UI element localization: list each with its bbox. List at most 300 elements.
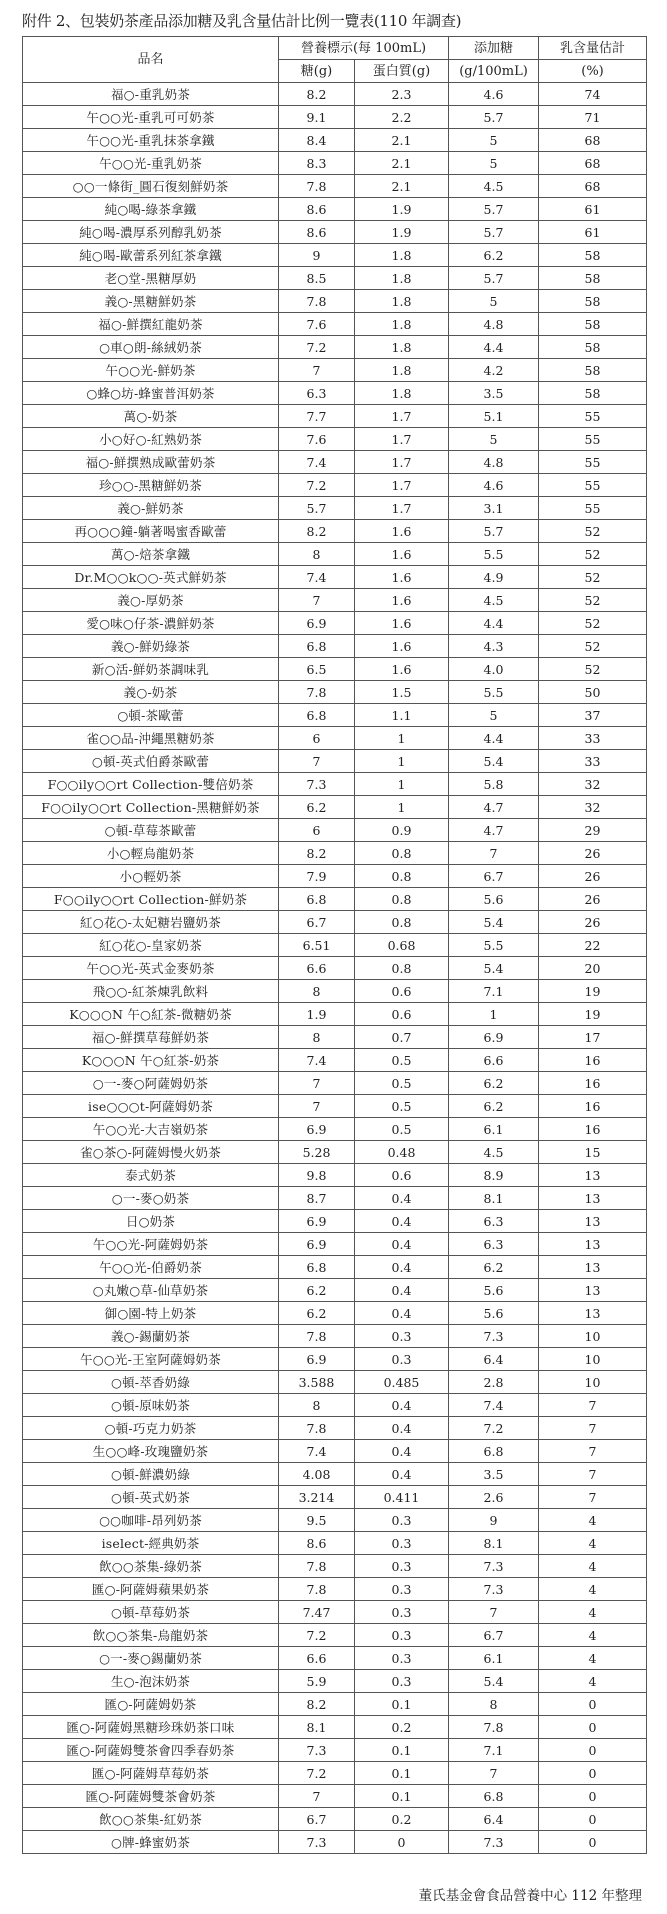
table-row <box>23 842 647 865</box>
product-name-cell: ○頓-草莓奶茶 <box>23 1601 279 1624</box>
product-name-cell: ○牌-蜂蜜奶茶 <box>23 1831 279 1854</box>
added-sugar-cell: 5.7 <box>449 520 539 543</box>
sugar-cell: 6.9 <box>279 612 355 635</box>
milk-content-cell: 19 <box>539 1003 647 1026</box>
product-name-cell: ○頓-英式奶茶 <box>23 1486 279 1509</box>
added-sugar-cell: 4.6 <box>449 83 539 106</box>
table-row <box>23 980 647 1003</box>
product-name-cell: 午○○光-阿薩姆奶茶 <box>23 1233 279 1256</box>
protein-cell: 0.4 <box>355 1394 449 1417</box>
milk-content-cell: 32 <box>539 773 647 796</box>
sugar-cell: 7 <box>279 1095 355 1118</box>
milk-content-cell: 7 <box>539 1463 647 1486</box>
milk-content-cell: 13 <box>539 1187 647 1210</box>
added-sugar-cell: 5 <box>449 129 539 152</box>
milk-content-cell: 26 <box>539 865 647 888</box>
protein-cell: 1.6 <box>355 589 449 612</box>
sugar-cell: 8.2 <box>279 520 355 543</box>
protein-cell: 0.3 <box>355 1624 449 1647</box>
added-sugar-cell: 5 <box>449 428 539 451</box>
milk-content-cell: 0 <box>539 1831 647 1854</box>
added-sugar-cell: 5.1 <box>449 405 539 428</box>
product-name-cell: 日○奶茶 <box>23 1210 279 1233</box>
sugar-cell: 8 <box>279 543 355 566</box>
sugar-cell: 9.1 <box>279 106 355 129</box>
milk-content-cell: 4 <box>539 1647 647 1670</box>
added-sugar-cell: 7.3 <box>449 1555 539 1578</box>
sugar-cell: 7.4 <box>279 1049 355 1072</box>
milk-content-cell: 68 <box>539 129 647 152</box>
added-sugar-cell: 4.7 <box>449 796 539 819</box>
protein-cell: 1.9 <box>355 198 449 221</box>
added-sugar-cell: 6.7 <box>449 865 539 888</box>
sugar-cell: 7.8 <box>279 290 355 313</box>
milk-content-cell: 71 <box>539 106 647 129</box>
sugar-cell: 6.6 <box>279 957 355 980</box>
table-row <box>23 589 647 612</box>
added-sugar-cell: 6.8 <box>449 1785 539 1808</box>
protein-cell: 0.4 <box>355 1256 449 1279</box>
product-name-cell: 小○輕奶茶 <box>23 865 279 888</box>
milk-content-cell: 13 <box>539 1256 647 1279</box>
milk-content-cell: 13 <box>539 1233 647 1256</box>
milk-content-cell: 16 <box>539 1072 647 1095</box>
sugar-cell: 7.6 <box>279 313 355 336</box>
sugar-cell: 8.2 <box>279 1693 355 1716</box>
protein-cell: 1.6 <box>355 635 449 658</box>
protein-cell: 0.4 <box>355 1210 449 1233</box>
added-sugar-cell: 7.2 <box>449 1417 539 1440</box>
sugar-cell: 6.2 <box>279 1279 355 1302</box>
table-row <box>23 888 647 911</box>
protein-cell: 1 <box>355 773 449 796</box>
sugar-cell: 7.7 <box>279 405 355 428</box>
milk-content-cell: 58 <box>539 382 647 405</box>
milk-content-cell: 33 <box>539 750 647 773</box>
table-row <box>23 336 647 359</box>
milk-content-cell: 58 <box>539 244 647 267</box>
table-row <box>23 957 647 980</box>
sugar-cell: 7.8 <box>279 1417 355 1440</box>
sugar-cell: 8.6 <box>279 221 355 244</box>
product-name-cell: F○○ily○○rt Collection-鮮奶茶 <box>23 888 279 911</box>
protein-cell: 1.7 <box>355 474 449 497</box>
table-row <box>23 267 647 290</box>
table-row <box>23 1394 647 1417</box>
sugar-cell: 7 <box>279 1785 355 1808</box>
sugar-cell: 8.6 <box>279 1532 355 1555</box>
protein-cell: 0.3 <box>355 1647 449 1670</box>
table-row <box>23 1509 647 1532</box>
source-note: 董氏基金會食品營養中心 112 年整理 <box>418 1888 642 1904</box>
table-row <box>23 1532 647 1555</box>
sugar-cell: 7.2 <box>279 474 355 497</box>
protein-cell: 0.4 <box>355 1187 449 1210</box>
header-sugar: 糖(g) <box>279 60 355 83</box>
product-name-cell: 萬○-奶茶 <box>23 405 279 428</box>
added-sugar-cell: 3.5 <box>449 1463 539 1486</box>
table-row <box>23 1118 647 1141</box>
milk-content-cell: 16 <box>539 1118 647 1141</box>
added-sugar-cell: 1 <box>449 1003 539 1026</box>
milk-content-cell: 4 <box>539 1509 647 1532</box>
protein-cell: 0.5 <box>355 1049 449 1072</box>
protein-cell: 0.3 <box>355 1348 449 1371</box>
milk-content-cell: 20 <box>539 957 647 980</box>
product-name-cell: 義○-黑糖鮮奶茶 <box>23 290 279 313</box>
added-sugar-cell: 6.2 <box>449 1072 539 1095</box>
protein-cell: 0 <box>355 1831 449 1854</box>
protein-cell: 1.7 <box>355 428 449 451</box>
product-name-cell: 福○-重乳奶茶 <box>23 83 279 106</box>
product-name-cell: 午○○光-重乳奶茶 <box>23 152 279 175</box>
table-row <box>23 290 647 313</box>
product-name-cell: ○頓-鮮濃奶綠 <box>23 1463 279 1486</box>
product-name-cell: 愛○味○仔茶-濃鮮奶茶 <box>23 612 279 635</box>
product-name-cell: ○○一條街_圓石復刻鮮奶茶 <box>23 175 279 198</box>
header-protein: 蛋白質(g) <box>355 60 449 83</box>
added-sugar-cell: 7.1 <box>449 980 539 1003</box>
added-sugar-cell: 4.0 <box>449 658 539 681</box>
product-name-cell: 純○喝-濃厚系列醇乳奶茶 <box>23 221 279 244</box>
added-sugar-cell: 8 <box>449 1693 539 1716</box>
product-name-cell: 泰式奶茶 <box>23 1164 279 1187</box>
protein-cell: 0.4 <box>355 1463 449 1486</box>
product-name-cell: ise○○○t-阿薩姆奶茶 <box>23 1095 279 1118</box>
sugar-cell: 7.8 <box>279 175 355 198</box>
protein-cell: 1.8 <box>355 382 449 405</box>
milk-content-cell: 0 <box>539 1785 647 1808</box>
sugar-cell: 6.8 <box>279 888 355 911</box>
sugar-cell: 7.4 <box>279 451 355 474</box>
product-name-cell: 午○○光-伯爵奶茶 <box>23 1256 279 1279</box>
added-sugar-cell: 4.6 <box>449 474 539 497</box>
milk-content-cell: 10 <box>539 1371 647 1394</box>
milk-content-cell: 26 <box>539 911 647 934</box>
table-row <box>23 106 647 129</box>
sugar-cell: 7.8 <box>279 1578 355 1601</box>
milk-content-cell: 52 <box>539 635 647 658</box>
product-name-cell: 匯○-阿薩姆蘋果奶茶 <box>23 1578 279 1601</box>
added-sugar-cell: 4.7 <box>449 819 539 842</box>
milk-content-cell: 7 <box>539 1486 647 1509</box>
header-added-sugar: 添加糖 <box>449 37 539 60</box>
product-name-cell: ○車○朗-絲絨奶茶 <box>23 336 279 359</box>
protein-cell: 1 <box>355 796 449 819</box>
table-row <box>23 175 647 198</box>
protein-cell: 1.8 <box>355 267 449 290</box>
sugar-cell: 8 <box>279 1394 355 1417</box>
sugar-cell: 6 <box>279 727 355 750</box>
protein-cell: 0.411 <box>355 1486 449 1509</box>
table-row <box>23 819 647 842</box>
sugar-cell: 6.2 <box>279 1302 355 1325</box>
table-row <box>23 1049 647 1072</box>
milk-content-cell: 37 <box>539 704 647 727</box>
header-milk-content: 乳含量估計 <box>539 37 647 60</box>
product-name-cell: 匯○-阿薩姆雙茶會四季春奶茶 <box>23 1739 279 1762</box>
product-name-cell: 小○好○-紅熟奶茶 <box>23 428 279 451</box>
sugar-cell: 6.8 <box>279 1256 355 1279</box>
product-name-cell: 午○○光-王室阿薩姆奶茶 <box>23 1348 279 1371</box>
table-row <box>23 405 647 428</box>
milk-content-cell: 13 <box>539 1279 647 1302</box>
milk-content-cell: 29 <box>539 819 647 842</box>
protein-cell: 1.6 <box>355 566 449 589</box>
milk-content-cell: 17 <box>539 1026 647 1049</box>
sugar-cell: 8.6 <box>279 198 355 221</box>
product-name-cell: 午○○光-大吉嶺奶茶 <box>23 1118 279 1141</box>
added-sugar-cell: 5.5 <box>449 543 539 566</box>
sugar-cell: 6.9 <box>279 1118 355 1141</box>
added-sugar-cell: 5 <box>449 152 539 175</box>
added-sugar-cell: 7 <box>449 842 539 865</box>
product-name-cell: ○頓-草莓茶歐蕾 <box>23 819 279 842</box>
added-sugar-cell: 5 <box>449 290 539 313</box>
milk-content-cell: 13 <box>539 1210 647 1233</box>
milk-content-cell: 13 <box>539 1164 647 1187</box>
product-name-cell: 義○-鮮奶茶 <box>23 497 279 520</box>
protein-cell: 1.6 <box>355 612 449 635</box>
table-row <box>23 497 647 520</box>
protein-cell: 0.4 <box>355 1417 449 1440</box>
added-sugar-cell: 5.4 <box>449 750 539 773</box>
table-row <box>23 1026 647 1049</box>
protein-cell: 0.8 <box>355 842 449 865</box>
added-sugar-cell: 8.1 <box>449 1187 539 1210</box>
added-sugar-cell: 5.7 <box>449 267 539 290</box>
added-sugar-cell: 6.1 <box>449 1647 539 1670</box>
protein-cell: 2.1 <box>355 175 449 198</box>
protein-cell: 0.6 <box>355 1003 449 1026</box>
sugar-cell: 7.3 <box>279 1739 355 1762</box>
sugar-cell: 7.8 <box>279 681 355 704</box>
added-sugar-cell: 2.8 <box>449 1371 539 1394</box>
protein-cell: 0.3 <box>355 1532 449 1555</box>
milk-content-cell: 0 <box>539 1808 647 1831</box>
milk-content-cell: 61 <box>539 221 647 244</box>
milk-content-cell: 55 <box>539 474 647 497</box>
protein-cell: 0.8 <box>355 888 449 911</box>
table-row <box>23 704 647 727</box>
table-row <box>23 474 647 497</box>
product-name-cell: 純○喝-綠茶拿鐵 <box>23 198 279 221</box>
sugar-cell: 5.9 <box>279 1670 355 1693</box>
added-sugar-cell: 6.4 <box>449 1348 539 1371</box>
sugar-cell: 7.4 <box>279 566 355 589</box>
sugar-cell: 7.4 <box>279 1440 355 1463</box>
sugar-cell: 6.5 <box>279 658 355 681</box>
sugar-cell: 8.5 <box>279 267 355 290</box>
table-row <box>23 129 647 152</box>
added-sugar-cell: 7.3 <box>449 1831 539 1854</box>
product-name-cell: 午○○光-重乳抹茶拿鐵 <box>23 129 279 152</box>
protein-cell: 0.3 <box>355 1670 449 1693</box>
sugar-cell: 9.5 <box>279 1509 355 1532</box>
product-name-cell: 飲○○茶集-綠奶茶 <box>23 1555 279 1578</box>
added-sugar-cell: 4.5 <box>449 1141 539 1164</box>
product-name-cell: ○頓-茶歐蕾 <box>23 704 279 727</box>
table-row <box>23 83 647 106</box>
product-name-cell: 匯○-阿薩姆草莓奶茶 <box>23 1762 279 1785</box>
sugar-cell: 8.1 <box>279 1716 355 1739</box>
table-row <box>23 1463 647 1486</box>
sugar-cell: 6.9 <box>279 1348 355 1371</box>
added-sugar-cell: 8.9 <box>449 1164 539 1187</box>
added-sugar-cell: 7 <box>449 1762 539 1785</box>
protein-cell: 0.48 <box>355 1141 449 1164</box>
milk-content-cell: 7 <box>539 1440 647 1463</box>
added-sugar-cell: 6.6 <box>449 1049 539 1072</box>
product-name-cell: 飛○○-紅茶煉乳飲料 <box>23 980 279 1003</box>
milk-content-cell: 52 <box>539 658 647 681</box>
table-row <box>23 1164 647 1187</box>
protein-cell: 0.1 <box>355 1739 449 1762</box>
milk-content-cell: 68 <box>539 152 647 175</box>
added-sugar-cell: 4.5 <box>449 175 539 198</box>
protein-cell: 0.5 <box>355 1118 449 1141</box>
milk-content-cell: 68 <box>539 175 647 198</box>
sugar-cell: 7 <box>279 1072 355 1095</box>
sugar-cell: 8 <box>279 1026 355 1049</box>
added-sugar-cell: 7 <box>449 1601 539 1624</box>
product-name-cell: 老○堂-黑糖厚奶 <box>23 267 279 290</box>
added-sugar-cell: 7.3 <box>449 1578 539 1601</box>
milk-content-cell: 0 <box>539 1716 647 1739</box>
protein-cell: 0.4 <box>355 1279 449 1302</box>
milk-content-cell: 61 <box>539 198 647 221</box>
milk-content-cell: 52 <box>539 612 647 635</box>
milk-content-cell: 26 <box>539 888 647 911</box>
added-sugar-cell: 4.2 <box>449 359 539 382</box>
product-name-cell: 匯○-阿薩姆奶茶 <box>23 1693 279 1716</box>
product-name-cell: ○一-麥○錫蘭奶茶 <box>23 1647 279 1670</box>
protein-cell: 0.4 <box>355 1233 449 1256</box>
product-name-cell: K○○○N 午○紅茶-微糖奶茶 <box>23 1003 279 1026</box>
added-sugar-cell: 9 <box>449 1509 539 1532</box>
product-name-cell: 午○○光-鮮奶茶 <box>23 359 279 382</box>
protein-cell: 1.6 <box>355 658 449 681</box>
added-sugar-cell: 6.9 <box>449 1026 539 1049</box>
added-sugar-cell: 5.4 <box>449 957 539 980</box>
milk-content-cell: 55 <box>539 451 647 474</box>
product-name-cell: 午○○光-重乳可可奶茶 <box>23 106 279 129</box>
sugar-cell: 3.214 <box>279 1486 355 1509</box>
table-row <box>23 221 647 244</box>
product-name-cell: 紅○花○-皇家奶茶 <box>23 934 279 957</box>
product-name-cell: 義○-厚奶茶 <box>23 589 279 612</box>
milk-content-cell: 0 <box>539 1739 647 1762</box>
protein-cell: 1.6 <box>355 543 449 566</box>
protein-cell: 2.1 <box>355 152 449 175</box>
product-name-cell: 御○園-特上奶茶 <box>23 1302 279 1325</box>
protein-cell: 1.8 <box>355 359 449 382</box>
sugar-cell: 1.9 <box>279 1003 355 1026</box>
sugar-cell: 7.3 <box>279 1831 355 1854</box>
protein-cell: 0.1 <box>355 1762 449 1785</box>
added-sugar-cell: 5.6 <box>449 1279 539 1302</box>
sugar-cell: 7.8 <box>279 1325 355 1348</box>
table-row <box>23 1486 647 1509</box>
protein-cell: 1.5 <box>355 681 449 704</box>
milk-content-cell: 7 <box>539 1417 647 1440</box>
milk-content-cell: 58 <box>539 267 647 290</box>
protein-cell: 1 <box>355 727 449 750</box>
header-nutrition-group: 營養標示(每 100mL) <box>279 37 449 60</box>
protein-cell: 0.3 <box>355 1601 449 1624</box>
table-row <box>23 1808 647 1831</box>
table-row <box>23 1624 647 1647</box>
milk-content-cell: 19 <box>539 980 647 1003</box>
sugar-cell: 8 <box>279 980 355 1003</box>
added-sugar-cell: 6.7 <box>449 1624 539 1647</box>
added-sugar-cell: 5.8 <box>449 773 539 796</box>
milk-content-cell: 0 <box>539 1693 647 1716</box>
added-sugar-cell: 6.1 <box>449 1118 539 1141</box>
protein-cell: 1.9 <box>355 221 449 244</box>
product-name-cell: 義○-鮮奶綠茶 <box>23 635 279 658</box>
sugar-cell: 7 <box>279 589 355 612</box>
milk-content-cell: 4 <box>539 1532 647 1555</box>
product-name-cell: F○○ily○○rt Collection-雙倍奶茶 <box>23 773 279 796</box>
protein-cell: 0.8 <box>355 957 449 980</box>
added-sugar-cell: 4.4 <box>449 612 539 635</box>
milk-content-cell: 4 <box>539 1555 647 1578</box>
product-name-cell: ○頓-萃香奶綠 <box>23 1371 279 1394</box>
protein-cell: 0.68 <box>355 934 449 957</box>
added-sugar-cell: 5.4 <box>449 1670 539 1693</box>
protein-cell: 0.1 <box>355 1785 449 1808</box>
milk-content-cell: 52 <box>539 566 647 589</box>
table-row <box>23 1601 647 1624</box>
table-row <box>23 313 647 336</box>
protein-cell: 1.6 <box>355 520 449 543</box>
product-name-cell: K○○○N 午○紅茶-奶茶 <box>23 1049 279 1072</box>
table-row <box>23 1555 647 1578</box>
product-name-cell: ○頓-巧克力奶茶 <box>23 1417 279 1440</box>
milk-content-cell: 55 <box>539 428 647 451</box>
protein-cell: 0.3 <box>355 1509 449 1532</box>
protein-cell: 0.1 <box>355 1693 449 1716</box>
product-name-cell: Dr.M○○k○○-英式鮮奶茶 <box>23 566 279 589</box>
sugar-cell: 4.08 <box>279 1463 355 1486</box>
product-name-cell: 義○-奶茶 <box>23 681 279 704</box>
sugar-cell: 5.28 <box>279 1141 355 1164</box>
table-row <box>23 152 647 175</box>
sugar-cell: 6.7 <box>279 1808 355 1831</box>
added-sugar-cell: 7.4 <box>449 1394 539 1417</box>
product-name-cell: 飲○○茶集-烏龍奶茶 <box>23 1624 279 1647</box>
table-row <box>23 520 647 543</box>
added-sugar-cell: 8.1 <box>449 1532 539 1555</box>
milk-content-cell: 58 <box>539 313 647 336</box>
table-row <box>23 244 647 267</box>
protein-cell: 0.3 <box>355 1578 449 1601</box>
milk-content-cell: 74 <box>539 83 647 106</box>
table-row <box>23 1141 647 1164</box>
milk-content-cell: 15 <box>539 1141 647 1164</box>
sugar-cell: 3.588 <box>279 1371 355 1394</box>
protein-cell: 0.8 <box>355 865 449 888</box>
protein-cell: 0.8 <box>355 911 449 934</box>
table-row <box>23 359 647 382</box>
milk-content-cell: 16 <box>539 1049 647 1072</box>
sugar-cell: 6 <box>279 819 355 842</box>
nutrition-table <box>22 36 647 1854</box>
protein-cell: 2.3 <box>355 83 449 106</box>
milk-content-cell: 58 <box>539 290 647 313</box>
milk-content-cell: 4 <box>539 1578 647 1601</box>
